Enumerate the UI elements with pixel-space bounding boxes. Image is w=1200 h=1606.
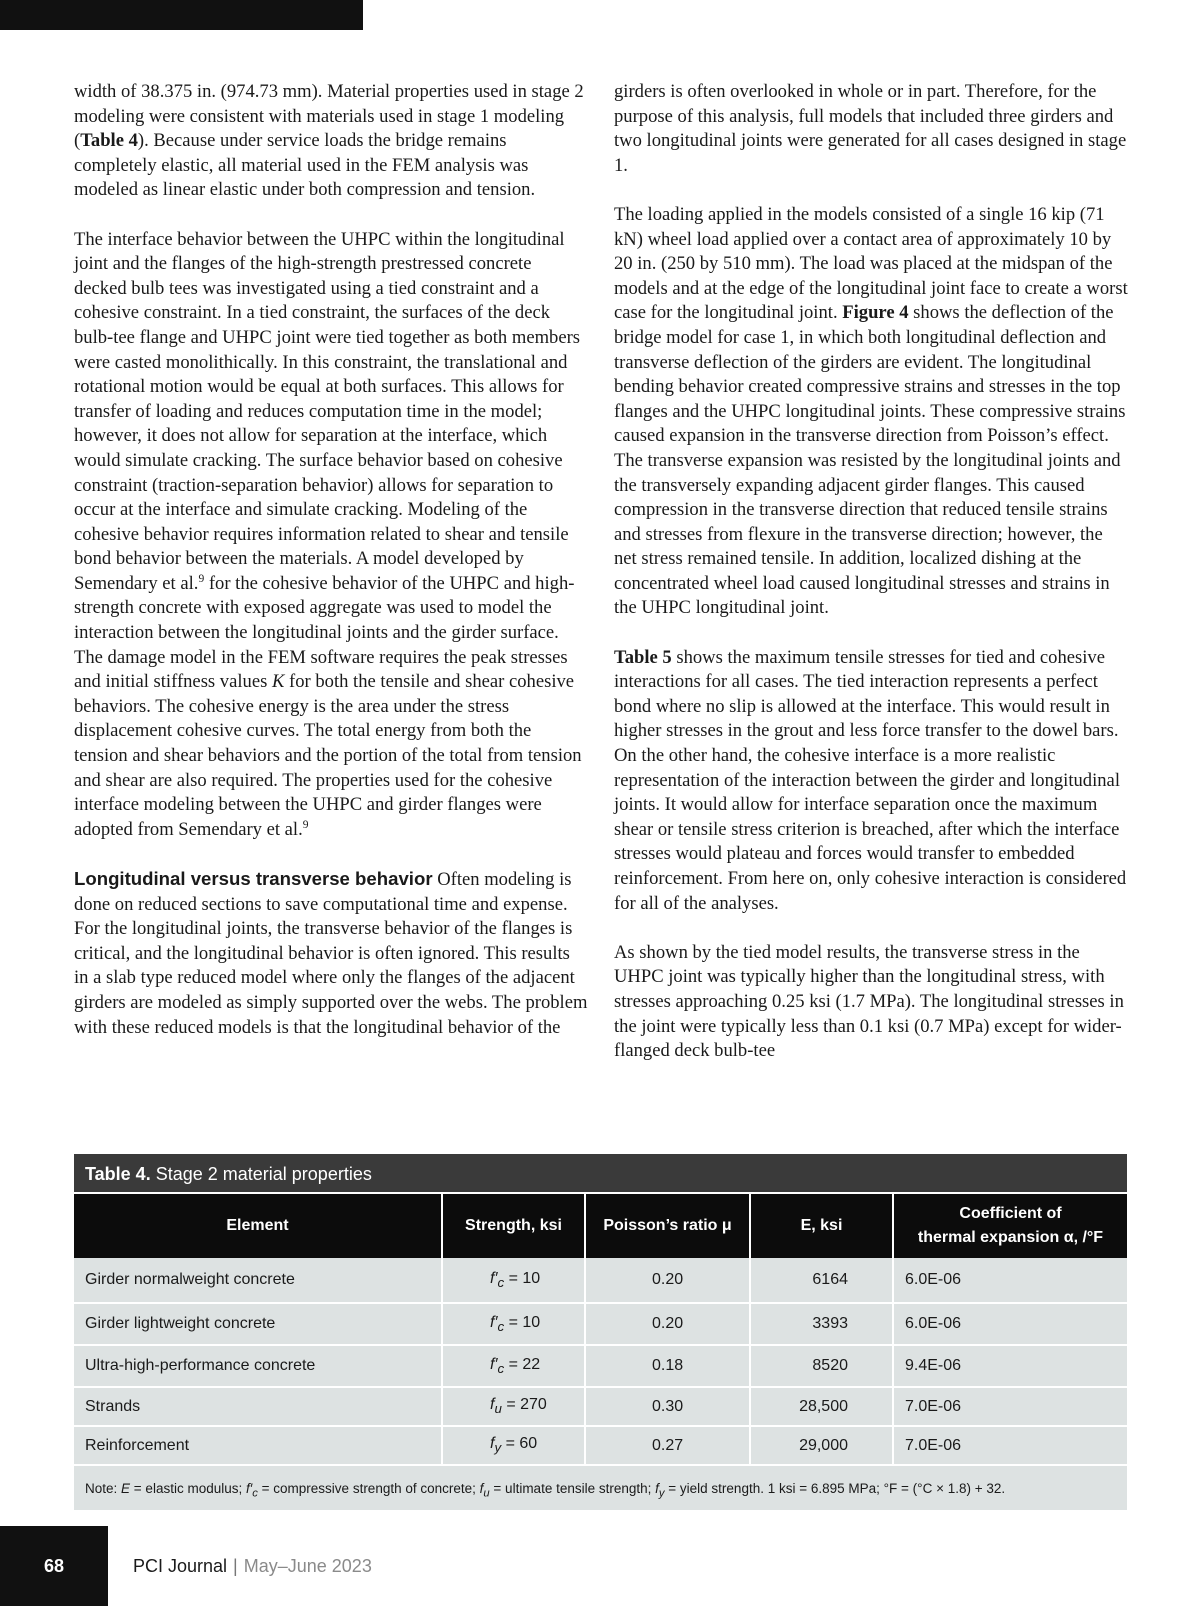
- left-column: [74, 80, 588, 1040]
- journal-name: PCI Journal: [133, 1556, 228, 1576]
- paragraph: The loading applied in the models consisted of a single 16 kip (71 kN) wheel load applied over a contact area of approximately 10 by 20 in. (250 by 510 mm). The load was placed at the midspan of the models and at the edge of the longitudinal joint face to create a worst case for the longitudinal joint. Figure 4 shows the deflection of the bridge model for case 1, in which both longitudinal deflection and transverse deflection of the girders are evident. The longitudinal bending behavior created compressive strains and stresses in the top flanges and the UHPC longitudinal joints. These compressive strains caused expansion in the transverse direction from Poisson’s effect. The transverse expansion was resisted by the longitudinal joints and the transversely expanding adjacent girder flanges. This caused compression in the transverse direction that reduced tensile strains and stresses from flexure in the transverse direction; however, the net stress remained tensile. In addition, localized dishing at the concentrated wheel load caused longitudinal stresses and strains in the UHPC longitudinal joint.: [614, 203, 1128, 619]
- cell-poisson: 0.30: [585, 1387, 750, 1426]
- table-row: [74, 1345, 1127, 1387]
- cell-poisson: 0.18: [585, 1345, 750, 1387]
- cell-poisson: 0.20: [585, 1258, 750, 1303]
- cell-thermal-expansion: 9.4E-06: [893, 1345, 1127, 1387]
- cell-strength: $f_y = 60$: [442, 1426, 585, 1465]
- footer-separator: |: [233, 1556, 238, 1576]
- cell-thermal-expansion: 7.0E-06: [893, 1387, 1127, 1426]
- cell-strength: $f'_c = 10$: [442, 1303, 585, 1345]
- cell-element: Ultra-high-performance concrete: [74, 1345, 442, 1387]
- column-header-poisson: Poisson’s ratio μ: [585, 1193, 750, 1258]
- column-header-element: Element: [74, 1193, 442, 1258]
- cell-element: Girder normalweight concrete: [74, 1258, 442, 1303]
- paragraph: As shown by the tied model results, the transverse stress in the UHPC joint was typically higher than the longitudinal stress, with stresses approaching 0.25 ksi (1.7 MPa). The longitudinal stresses in the joint were typically less than 0.1 ksi (0.7 MPa) except for wider-flanged deck bulb-tee: [614, 941, 1124, 1062]
- cell-strength: $f_u = 270$: [442, 1387, 585, 1426]
- table: [74, 1192, 1127, 1466]
- table-row: [74, 1426, 1127, 1465]
- cell-strength: $f'_c = 22$: [442, 1345, 585, 1387]
- section-heading: Longitudinal versus transverse behavior: [74, 868, 433, 889]
- paragraph: Longitudinal versus transverse behavior Often modeling is done on reduced sections to save computational time and expense. For the longitudinal joints, the transverse behavior of the flanges is critical, and the longitudinal behavior is often ignored. This results in a slab type reduced model where only the flanges of the adjacent girders are modeled as simply supported over the webs. The problem with these reduced models is that the longitudinal behavior of the: [74, 868, 588, 1038]
- paragraph: The interface behavior between the UHPC within the longitudinal joint and the flanges of the high-strength prestressed concrete decked bulb tees was investigated using a tied constraint and a cohesive constraint. In a tied constraint, the surfaces of the deck bulb-tee flange and UHPC joint were tied together as both members were casted monolithically. In this constraint, the translational and rotational motion would be equal at both surfaces. This allows for transfer of loading and reduces computation time in the model; however, it does not allow for separation at the interface, which would simulate cracking. The surface behavior based on cohesive constraint (traction-separation behavior) allows for separation to occur at the interface and simulate cracking. Modeling of the cohesive behavior requires information related to shear and tensile bond behavior between the materials. A model developed by Semendary et al.$^9$ for the cohesive behavior of the UHPC and high-strength concrete with exposed aggregate was used to model the interaction between the longitudinal joints and the girder surface. The damage model in the FEM software requires the peak stresses and initial stiffness values K for both the tensile and shear cohesive behaviors. The cohesive energy is the area under the stress displacement cohesive curves. The total energy from both the tension and shear behaviors and the portion of the total from tension and shear are also required. The properties used for the cohesive interface modeling between the UHPC and girder flanges were adopted from Semendary et al.$^9$: [74, 228, 582, 840]
- cell-strength: $f'_c = 10$: [442, 1258, 585, 1303]
- cell-modulus: 28,500: [750, 1387, 893, 1426]
- cell-thermal-expansion: 6.0E-06: [893, 1303, 1127, 1345]
- material-properties-table: [74, 1154, 1127, 1510]
- column-header-thermal-expansion: Coefficient of thermal expansion α, /°F: [893, 1193, 1127, 1258]
- paragraph: width of 38.375 in. (974.73 mm). Material properties used in stage 2 modeling were consistent with materials used in stage 1 modeling (Table 4). Because under service loads the bridge remains completely elastic, all material used in the FEM analysis was modeled as linear elastic under both compression and tension.: [74, 81, 584, 201]
- cell-element: Girder lightweight concrete: [74, 1303, 442, 1345]
- cell-modulus: 8520: [750, 1345, 893, 1387]
- paragraph: girders is often overlooked in whole or in part. Therefore, for the purpose of this analysis, full models that included three girders and two longitudinal joints were generated for all cases designed in stage 1.: [614, 81, 1127, 176]
- cell-poisson: 0.27: [585, 1426, 750, 1465]
- cell-modulus: 29,000: [750, 1426, 893, 1465]
- header-bar: [0, 0, 363, 30]
- column-header-strength: Strength, ksi: [442, 1193, 585, 1258]
- table-note: Note: E = elastic modulus; $f'_c$ = compressive strength of concrete; $f_u$ = ultimate tensile strength; $f_y$ = yield strength. 1 ksi = 6.895 MPa; °F = (°C × 1.8) + 32.: [74, 1466, 1127, 1510]
- cell-poisson: 0.20: [585, 1303, 750, 1345]
- table-row: [74, 1258, 1127, 1303]
- table-title: Table 4. Stage 2 material properties: [74, 1154, 1127, 1192]
- cell-thermal-expansion: 6.0E-06: [893, 1258, 1127, 1303]
- table-reference[interactable]: Table 4: [80, 130, 138, 152]
- citation[interactable]: 9: [302, 818, 309, 831]
- right-column: [614, 80, 1128, 1064]
- cell-modulus: 6164: [750, 1258, 893, 1303]
- table-header-row: [74, 1193, 1127, 1258]
- issue-date: May–June 2023: [243, 1556, 372, 1576]
- cell-element: Strands: [74, 1387, 442, 1426]
- running-footer: [133, 1556, 372, 1577]
- table-reference[interactable]: Table 5: [614, 646, 672, 668]
- paragraph: Table 5 shows the maximum tensile stresses for tied and cohesive interactions for all cases. The tied interaction represents a perfect bond where no slip is allowed at the interface. This would result in higher stresses in the grout and less force transfer to the dowel bars. On the other hand, the cohesive interface is a more realistic representation of the interaction between the girder and longitudinal joints. It would allow for interface separation once the maximum shear or tensile stress criterion is breached, after which the interface stresses would plateau and forces would transfer to embedded reinforcement. From here on, only cohesive interaction is considered for all of the analyses.: [614, 646, 1127, 914]
- table-row: [74, 1303, 1127, 1345]
- citation[interactable]: 9: [198, 572, 205, 585]
- cell-element: Reinforcement: [74, 1426, 442, 1465]
- table-row: [74, 1387, 1127, 1426]
- figure-reference[interactable]: Figure 4: [842, 302, 909, 324]
- cell-modulus: 3393: [750, 1303, 893, 1345]
- page-number: 68: [0, 1526, 108, 1606]
- cell-thermal-expansion: 7.0E-06: [893, 1426, 1127, 1465]
- column-header-modulus: E, ksi: [750, 1193, 893, 1258]
